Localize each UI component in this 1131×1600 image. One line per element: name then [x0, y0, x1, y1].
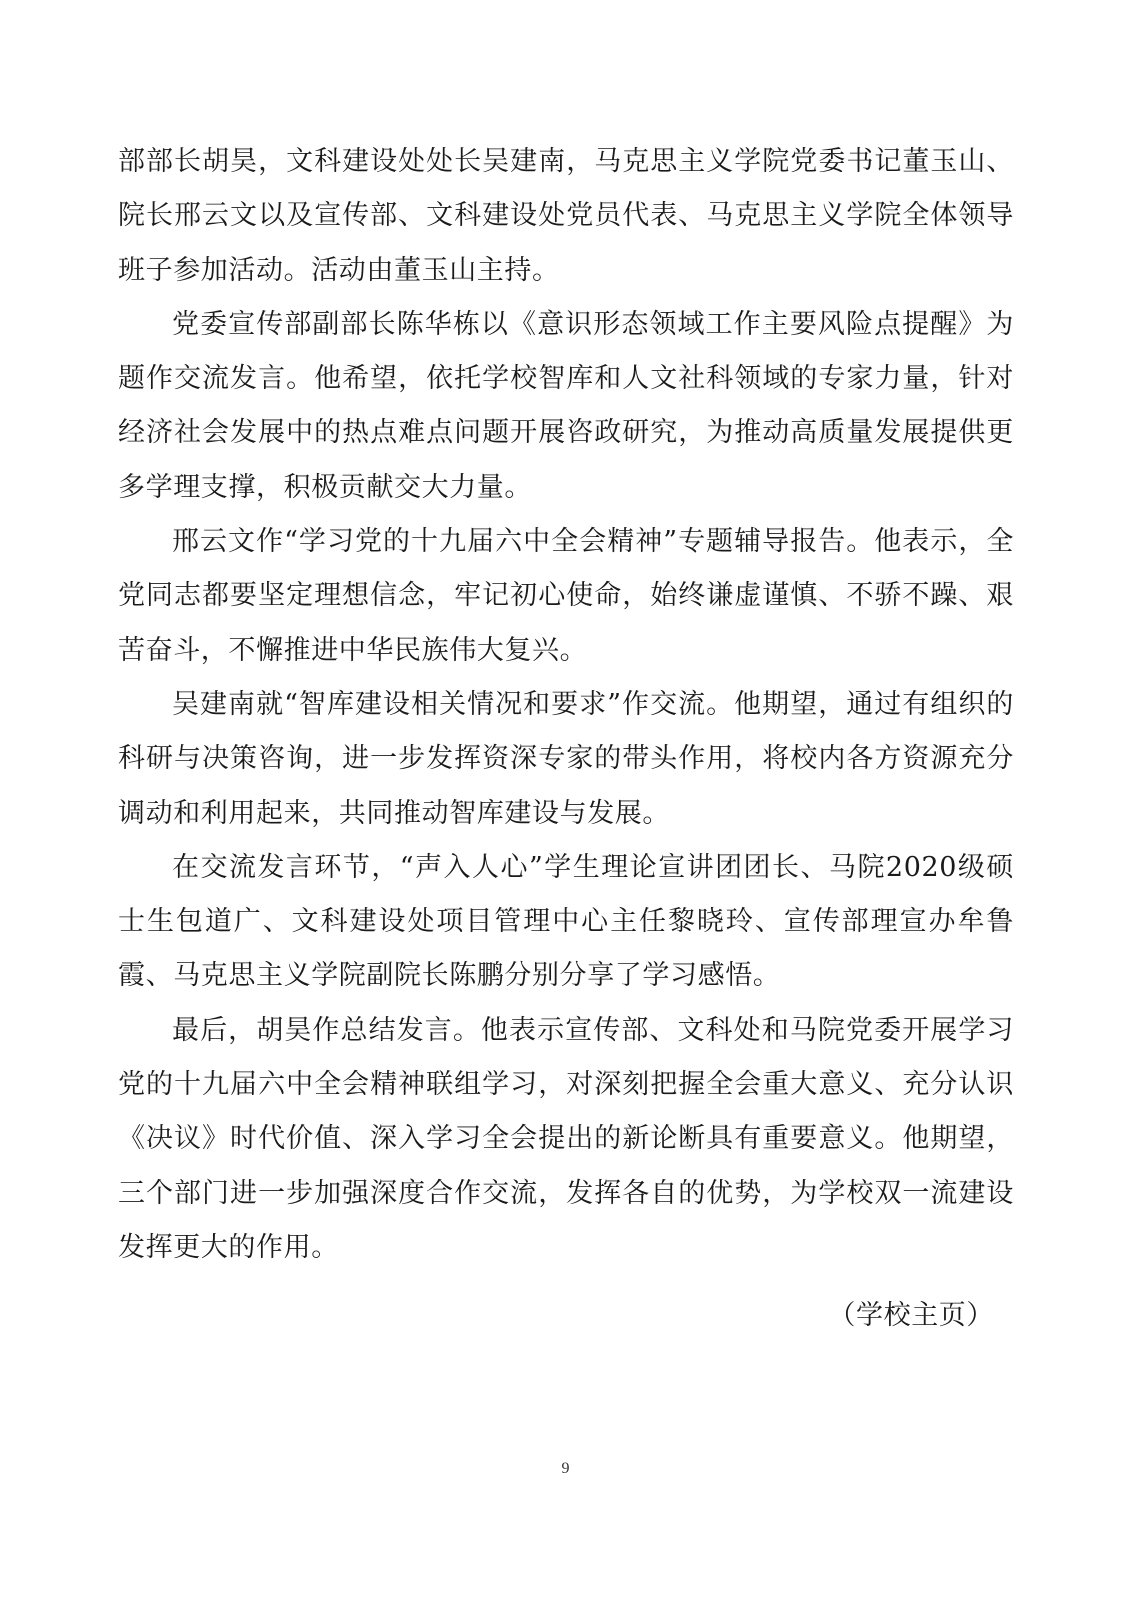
paragraph-continued: 部部长胡昊，文科建设处处长吴建南，马克思主义学院党委书记董玉山、院长邢云文以及宣传部、文科建设处党员代表、马克思主义学院全体领导班子参加活动。活动由董玉山主持。 — [118, 146, 1014, 286]
source-attribution: （学校主页） — [828, 1300, 994, 1331]
paragraph: 邢云文作“学习党的十九届六中全会精神”专题辅导报告。他表示，全党同志都要坚定理想信念，牢记初心使命，始终谦虚谨慎、不骄不躁、艰苦奋斗，不懈推进中华民族伟大复兴。 — [118, 526, 1014, 666]
paragraph: 最后，胡昊作总结发言。他表示宣传部、文科处和马院党委开展学习党的十九届六中全会精神联组学习，对深刻把握全会重大意义、充分认识《决议》时代价值、深入学习全会提出的新论断具有重要意义。他期望，三个部门进一步加强深度合作交流，发挥各自的优势，为学校双一流建设发挥更大的作用。 — [118, 1014, 1014, 1263]
article-body — [118, 135, 1014, 1275]
paragraph: 党委宣传部副部长陈华栋以《意识形态领域工作主要风险点提醒》为题作交流发言。他希望，依托学校智库和人文社科领域的专家力量，针对经济社会发展中的热点难点问题开展咨政研究，为推动高质量发展提供更多学理支撑，积极贡献交大力量。 — [118, 308, 1014, 503]
paragraph: 吴建南就“智库建设相关情况和要求”作交流。他期望，通过有组织的科研与决策咨询，进一步发挥资深专家的带头作用，将校内各方资源充分调动和利用起来，共同推动智库建设与发展。 — [118, 688, 1014, 829]
page-number: 9 — [561, 1460, 570, 1477]
paragraph: 在交流发言环节，“声入人心”学生理论宣讲团团长、马院2020级硕士生包道广、文科建设处项目管理中心主任黎晓玲、宣传部理宣办牟鲁霞、马克思主义学院副院长陈鹏分别分享了学习感悟。 — [118, 851, 1014, 992]
